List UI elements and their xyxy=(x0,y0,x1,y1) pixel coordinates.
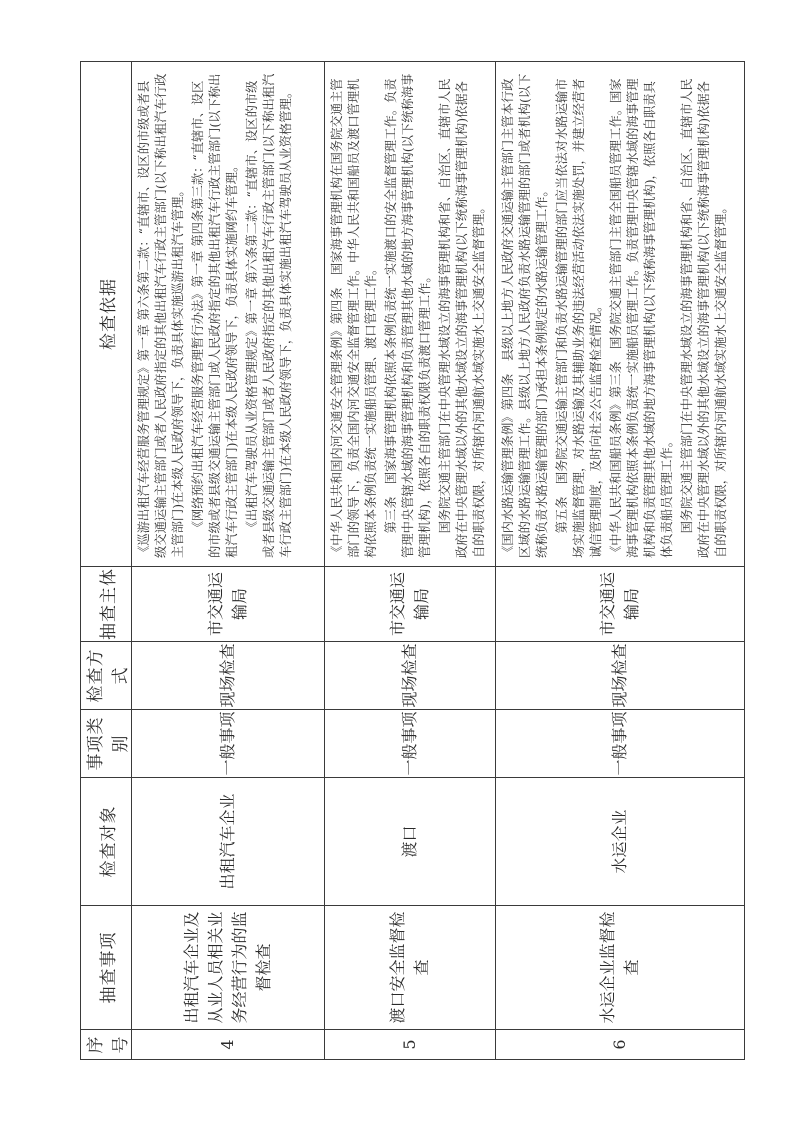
row-basis xyxy=(325,62,496,567)
row-target: 水运企业 xyxy=(496,778,745,906)
basis-paragraph: 《网络预约出租汽车经营服务管理暂行办法》第一章 第四条第三款：“直辖市、设区的市级或者县级交通运输主管部门或人民政府指定的其他出租汽车行政主管部门(以下称出租汽车行政主管部门)在本级人民政府领导下，负责具体实施网约车管理。 xyxy=(191,73,239,558)
basis-paragraph: 《国内水路运输管理条例》第四条 县级以上地方人民政府交通运输主管部门主管本行政区域的水路运输管理工作。县级以上地方人民政府负责水路运输管理的部门或者机构(以下统称负责水路运输管理的部门)承担本条例规定的水路运输管理工作。 xyxy=(501,73,549,558)
row-subject: 市交通运输局 xyxy=(132,567,325,642)
row-method: 现场检查 xyxy=(132,642,325,710)
basis-paragraph: 第三条 国家海事管理机构依照本条例负责统一实施渡口的安全监督管理工作。负责管理中央管辖水域的海事管理机构和负责管理其他水域的地方海事管理机构(以下统称海事管理机构)，依照各自的职责权限负责渡口管理工作。 xyxy=(384,73,432,558)
row-item: 出租汽车企业及从业人员相关业务经营行为的监督检查 xyxy=(132,906,325,1030)
header-basis: 检查依据 xyxy=(81,62,132,567)
table-header-row xyxy=(81,62,132,1060)
row-basis xyxy=(496,62,745,567)
table-row xyxy=(325,62,496,1060)
row-category: 一般事项 xyxy=(496,710,745,778)
basis-paragraph: 国务院交通主管部门在中央管理水域设立的海事管理机构和省、自治区、直辖市人民政府在中央管理水域以外的其他水域设立的海事管理机构(以下统称海事管理机构)依据各自的职责权限，对所辖内河通航水域实施水上交通安全监督管理。 xyxy=(680,78,728,558)
row-serial: 5 xyxy=(325,1030,496,1060)
row-serial: 6 xyxy=(496,1030,745,1060)
row-serial: 4 xyxy=(132,1030,325,1060)
row-basis xyxy=(132,62,325,567)
row-item: 渡口安全监督检查 xyxy=(325,906,496,1030)
inspection-table xyxy=(80,61,745,1060)
rotated-table-wrapper xyxy=(80,62,728,1060)
row-item: 水运企业监督检查 xyxy=(496,906,745,1030)
row-method: 现场检查 xyxy=(325,642,496,710)
basis-paragraph: 《巡游出租汽车经营服务管理规定》第一章 第六条第二款：“直辖市、设区的市级或者县级交通运输主管部门或者人民政府指定的其他出租汽车行政主管部门(以下称出租汽车行政主管部门)在本级人民政府领导下，负责具体实施巡游出租汽车管理。 xyxy=(137,73,185,558)
basis-paragraph: 国务院交通主管部门在中央管理水域设立的海事管理机构和省、自治区、直辖市人民政府在中央管理水域以外的其他水域设立的海事管理机构(以下统称海事管理机构)依据各自的职责权限，对所辖内河通航水域实施水上交通安全监督管理。 xyxy=(438,78,486,558)
basis-paragraph: 第五条 国务院交通运输主管部门和负责水路运输管理的部门应当依法对水路运输市场实施监督管理，对水路运输及其辅助业务的违法经营活动依法实施处罚，并建立经营者诚信管理制度，及时向社会公告监督检查情况。 xyxy=(555,78,603,558)
table-row xyxy=(132,62,325,1060)
header-serial: 序号 xyxy=(81,1030,132,1060)
header-category: 事项类别 xyxy=(81,710,132,778)
row-category: 一般事项 xyxy=(132,710,325,778)
row-subject: 市交通运输局 xyxy=(325,567,496,642)
row-target: 出租汽车企业 xyxy=(132,778,325,906)
header-item: 抽查事项 xyxy=(81,906,132,1030)
header-subject: 抽查主体 xyxy=(81,567,132,642)
table-row xyxy=(496,62,745,1060)
row-method: 现场检查 xyxy=(496,642,745,710)
basis-paragraph: 《中华人民共和国内河交通安全管理条例》第四条 国家海事管理机构在国务院交通主管部门的领导下，负责全国内河交通安全监督管理工作。中华人民共和国船员及渡口管理机构依照本条例负责统一实施船员管理、渡口管理工作。 xyxy=(330,78,378,558)
header-target: 检查对象 xyxy=(81,778,132,906)
basis-paragraph: 《中华人民共和国船员条例》第三条 国务院交通主管部门主管全国船员管理工作。国家海事管理机构依照本条例负责统一实施船员管理工作。负责管理中央管辖水域的海事管理机构和负责管理其他水域的地方海事管理机构(以下统称海事管理机构)，依照各自职责具体负责船员管理工作。 xyxy=(609,78,674,558)
row-category: 一般事项 xyxy=(325,710,496,778)
header-method: 检查方式 xyxy=(81,642,132,710)
row-target: 渡口 xyxy=(325,778,496,906)
row-subject: 市交通运输局 xyxy=(496,567,745,642)
basis-paragraph: 《出租汽车驾驶员从业资格管理规定》第一章 第六条第二款：“直辖市、设区的市级或者县级交通运输主管部门或者人民政府指定的其他出租汽车行政主管部门(以下称出租汽车行政主管部门)在本级人民政府领导下，负责具体实施出租汽车驾驶员从业资格管理。 xyxy=(245,73,293,558)
